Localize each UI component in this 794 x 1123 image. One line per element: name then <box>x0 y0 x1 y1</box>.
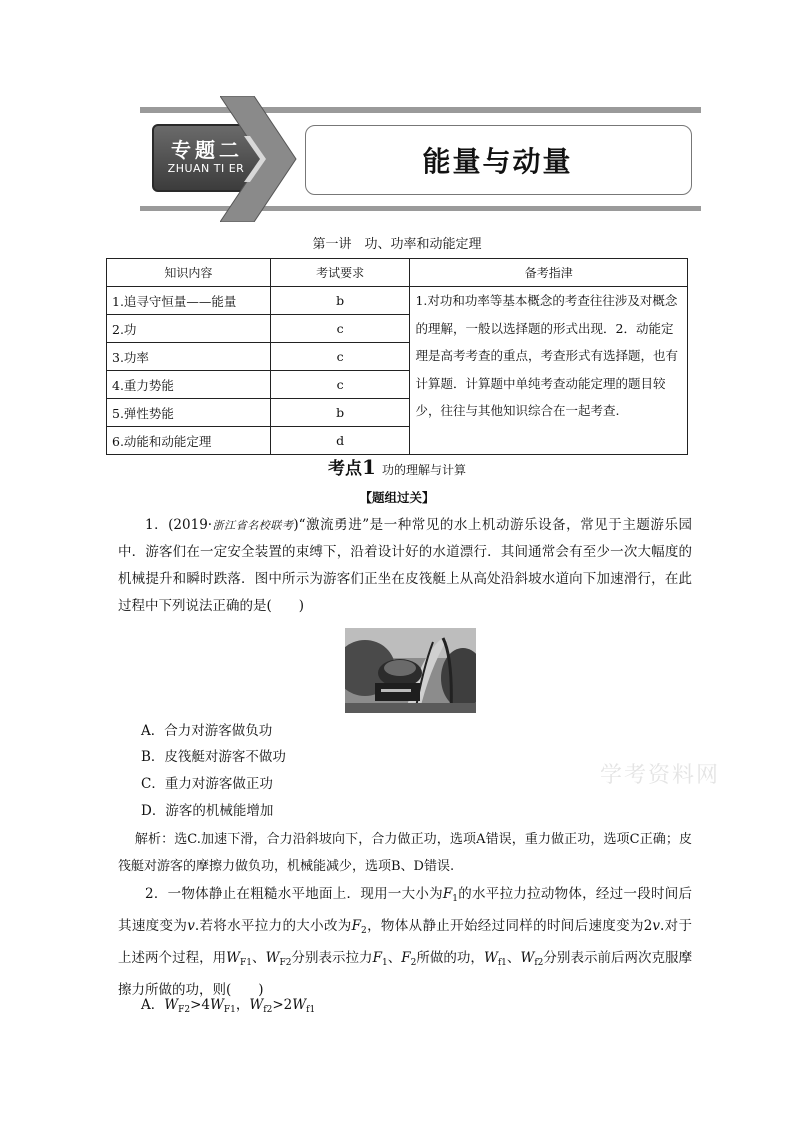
requirement-level: b <box>270 287 410 315</box>
requirement-level: c <box>270 315 410 343</box>
table-row <box>107 287 688 315</box>
requirement-level: c <box>270 343 410 371</box>
requirement-level: d <box>270 427 410 455</box>
group-title: 【题组过关】 <box>359 490 435 505</box>
analysis: 解析：选C.加速下滑，合力沿斜坡向下，合力做正功，选项A错误，重力做正功，选项C正确；皮筏艇对游客的摩擦力做负功，机械能减少，选项B、D错误. <box>118 832 692 874</box>
question-source: 浙江省名校联考 <box>212 519 294 532</box>
knowledge-item: 5.弹性势能 <box>107 399 271 427</box>
watermark: 学考资料网 <box>600 763 721 788</box>
guide-text: 1.对功和功率等基本概念的考查往往涉及对概念的理解，一般以选择题的形式出现．2．动能定理是高考考查的重点，考查形式有选择题，也有计算题．计算题中单纯考查动能定理的题目较少，往往与其他知识综合在一起考查. <box>410 287 688 455</box>
requirement-level: c <box>270 371 410 399</box>
knowledge-item: 1.追寻守恒量——能量 <box>107 287 271 315</box>
knowledge-item: 4.重力势能 <box>107 371 271 399</box>
option-b: B．皮筏艇对游客不做功 <box>141 749 286 765</box>
knowledge-item: 3.功率 <box>107 343 271 371</box>
section-heading <box>0 454 794 479</box>
option-c: C．重力对游客做正功 <box>141 776 273 792</box>
q2-option-a: A．$W_{F2}>4W_{F1}$，$W_{f2}>2W_{f1}$ <box>141 997 316 1015</box>
knowledge-item: 6.动能和动能定理 <box>107 427 271 455</box>
question-1: 1．(2019·浙江省名校联考)“激流勇进”是一种常见的水上机动游乐设备，常见于主题游乐园中．游客们在一定安全装置的束缚下，沿着设计好的水道漂行．其间通常会有至少一次大幅度的机械提升和瞬时跌落．图中所示为游客们正坐在皮筏艇上从高处沿斜坡水道向下加速滑行，在此过程中下列说法正确的是( ) <box>118 517 692 614</box>
section-topic: 功的理解与计算 <box>381 463 466 477</box>
header-guide: 备考指津 <box>410 259 688 287</box>
badge-title: 专题二 <box>171 138 243 162</box>
question-2: 2．一物体静止在粗糙水平地面上．现用一大小为$F_1$的水平拉力拉动物体，经过一段时间后其速度变为v.若将水平拉力的大小改为$F_2$，物体从静止开始经过同样的时间后速度变为2v.对于上述两个过程，用$W_{F1}$、$W_{F2}$分别表示拉力$F_1$、$F_2$所做的功，$W_{f1}$、$W_{f2}$分别表示前后两次克服摩擦力所做的功，则( ) <box>118 886 693 998</box>
option-d: D．游客的机械能增加 <box>141 803 274 819</box>
section-number: 1 <box>362 455 376 479</box>
chapter-title: 能量与动量 <box>422 145 573 178</box>
rafting-ride-photo <box>345 628 476 713</box>
lecture-title: 第一讲 功、功率和动能定理 <box>312 237 482 252</box>
requirement-level: b <box>270 399 410 427</box>
option-a: A．合力对游客做负功 <box>141 723 273 739</box>
requirements-table <box>106 258 688 455</box>
section-label: 考点 <box>328 459 363 479</box>
knowledge-item: 2.功 <box>107 315 271 343</box>
header-knowledge: 知识内容 <box>107 259 271 287</box>
badge-subtitle: ZHUAN TI ER <box>167 162 245 175</box>
table-header-row <box>107 259 688 287</box>
header-requirement: 考试要求 <box>270 259 410 287</box>
